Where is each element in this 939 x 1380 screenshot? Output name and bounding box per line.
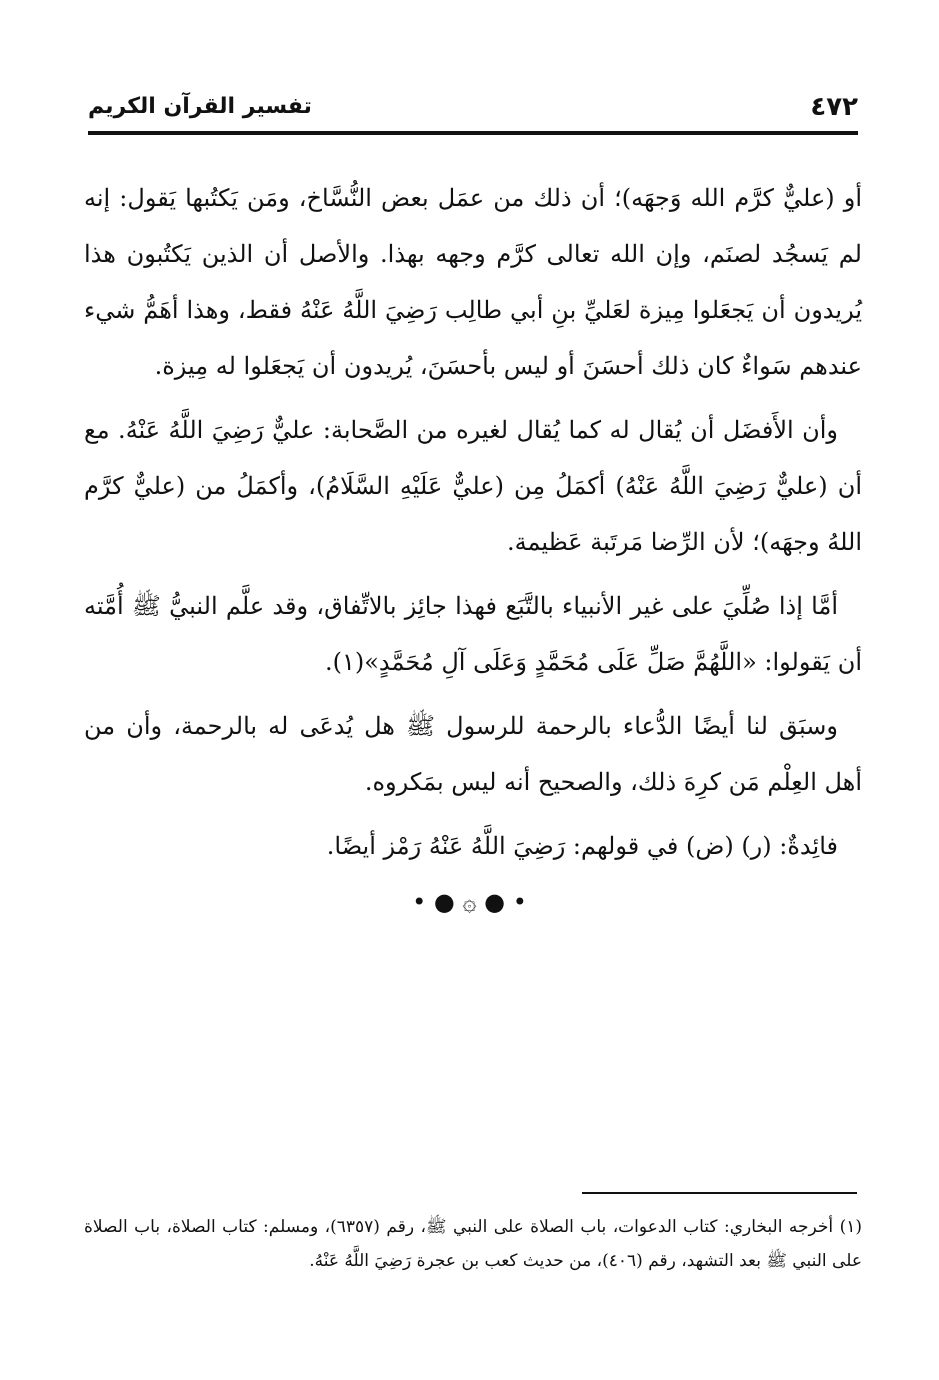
page-number: ٤٧٢ xyxy=(810,92,858,122)
body-text xyxy=(84,170,862,882)
paragraph: وأن الأَفضَل أن يُقال له كما يُقال لغيره من الصَّحابة: عليٌّ رَضِيَ اللَّهُ عَنْهُ. مع أن (عليٌّ رَضِيَ اللَّهُ عَنْهُ) أكمَلُ مِن (عليٌّ عَلَيْهِ السَّلَامُ)، وأكمَلُ من (عليٌّ كرَّم اللهُ وجهَه)؛ لأن الرِّضا مَرتَبة عَظيمة. xyxy=(84,416,862,556)
page-header xyxy=(88,88,858,128)
running-title: تفسير القرآن الكريم xyxy=(88,94,312,119)
paragraph: أمَّا إذا صُلِّيَ على غير الأنبياء بالتَّبَع فهذا جائِز بالاتِّفاق، وقد علَّم النبيُّ ﷺ أُمَّته أن يَقولوا: «اللَّهُمَّ صَلِّ عَلَى مُحَمَّدٍ وَعَلَى آلِ مُحَمَّدٍ»(١). xyxy=(84,592,862,676)
paragraph: فائِدةٌ: (ر) (ض) في قولهم: رَضِيَ اللَّهُ عَنْهُ رَمْز أيضًا. xyxy=(326,832,838,860)
footnotes xyxy=(84,1210,862,1278)
paragraph: وسبَق لنا أيضًا الدُّعاء بالرحمة للرسول ﷺ هل يُدعَى له بالرحمة، وأن من أهل العِلْم مَن كرِهَ ذلك، والصحيح أنه ليس بمَكروه. xyxy=(84,712,862,796)
header-rule xyxy=(88,131,858,135)
footnote: (١) أخرجه البخاري: كتاب الدعوات، باب الصلاة على النبي ﷺ، رقم (٦٣٥٧)، ومسلم: كتاب الصلاة، باب الصلاة على النبي ﷺ بعد التشهد، رقم (٤٠٦)، من حديث كعب بن عجرة رَضِيَ اللَّهُ عَنْهُ. xyxy=(84,1217,862,1271)
section-separator-ornament: • ● ۞ ● • xyxy=(412,888,527,916)
footnote-rule xyxy=(582,1192,857,1194)
paragraph: أو (عليٌّ كرَّم الله وَجهَه)؛ أن ذلك من عمَل بعض النُّسَّاخ، ومَن يَكتُبها يَقول: إنه لم يَسجُد لصنَم، وإن الله تعالى كرَّم وجهه بهذا. والأصل أن الذين يَكتُبون هذا يُريدون أن يَجعَلوا مِيزة لعَليِّ بنِ أبي طالِب رَضِيَ اللَّهُ عَنْهُ فقط، وهذا أهَمُّ شيء عندهم سَواءٌ كان ذلك أحسَنَ أو ليس بأحسَنَ، يُريدون أن يَجعَلوا له مِيزة. xyxy=(84,184,862,380)
